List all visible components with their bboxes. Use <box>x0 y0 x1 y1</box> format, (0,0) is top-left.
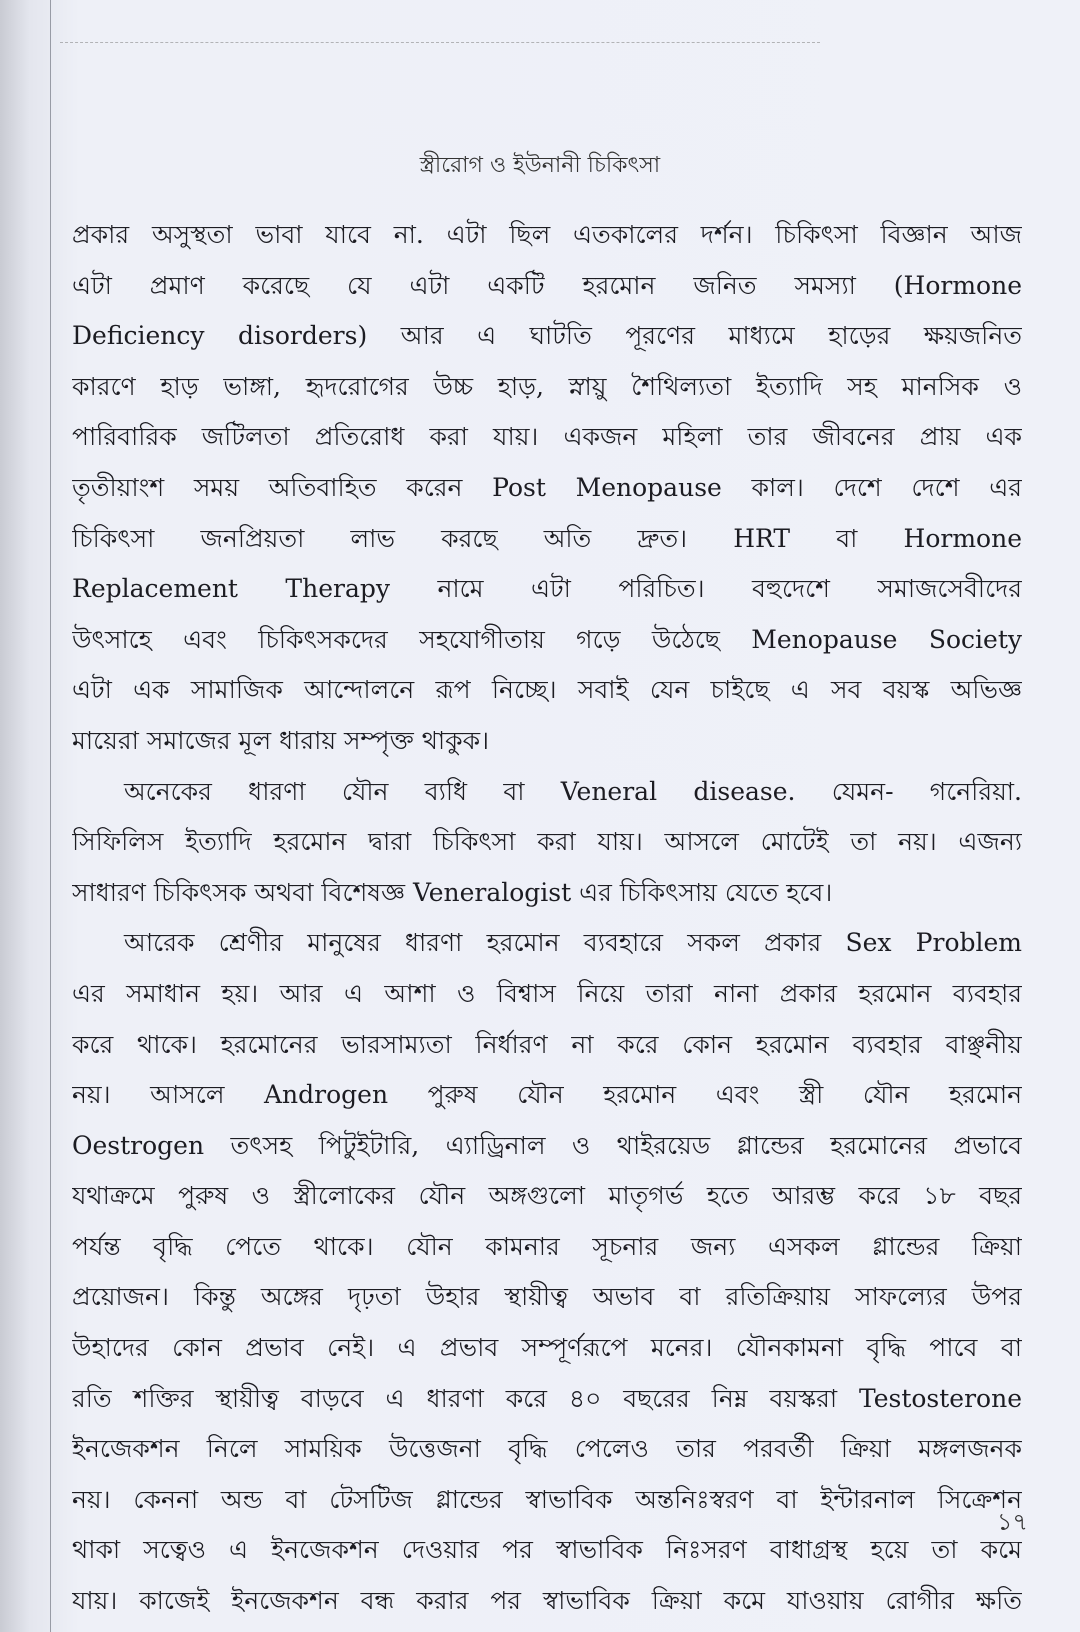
text-line: উহাদের কোন প্রভাব নেই। এ প্রভাব সম্পূর্ণরূপে মনের। যৌনকামনা বৃদ্ধি পাবে বা <box>72 1333 1022 1363</box>
text-line: প্রয়োজন। কিন্তু অঙ্গের দৃঢ়তা উহার স্থায়ীত্ব অভাব বা রতিক্রিয়ায় সাফল্যের উপর <box>72 1282 1022 1312</box>
text-line: Replacement Therapy নামে এটা পরিচিত। বহুদেশে সমাজসেবীদের <box>72 574 1022 604</box>
text-line: প্রকার অসুস্থতা ভাবা যাবে না. এটা ছিল এতকালের দর্শন। চিকিৎসা বিজ্ঞান আজ <box>72 220 1022 249</box>
text-line: এর সমাধান হয়। আর এ আশা ও বিশ্বাস নিয়ে তারা নানা প্রকার হরমোন ব্যবহার <box>72 978 1022 1008</box>
text-line: নয়। কেননা অন্ড বা টেসটিজ গ্লান্ডের স্বাভাবিক অন্তনিঃস্বরণ বা ইন্টারনাল সিক্রেশন <box>72 1484 1022 1514</box>
text-line: ইনজেকশন নিলে সাময়িক উত্তেজনা বৃদ্ধি পেলেও তার পরবর্তী ক্রিয়া মঙ্গলজনক <box>72 1434 1022 1464</box>
text-line: উৎসাহে এবং চিকিৎসকদের সহযোগীতায় গড়ে উঠেছে Menopause Society <box>72 624 1022 654</box>
text-line: পর্যন্ত বৃদ্ধি পেতে থাকে। যৌন কামনার সূচনার জন্য এসকল গ্লান্ডের ক্রিয়া <box>72 1231 1022 1261</box>
text-line: Deficiency disorders) আর এ ঘাটতি পূরণের মাধ্যমে হাড়ের ক্ষয়জনিত <box>72 321 1022 351</box>
text-line: থাকা সত্বেও এ ইনজেকশন দেওয়ার পর স্বাভাবিক নিঃসরণ বাধাগ্রস্থ হয়ে তা কমে <box>72 1535 1022 1565</box>
page-number: ১৭ <box>996 1508 1028 1536</box>
text-line: যায়। কাজেই ইনজেকশন বন্ধ করার পর স্বাভাবিক ক্রিয়া কমে যাওয়ায় রোগীর ক্ষতি <box>72 1586 1022 1616</box>
text-line: এটা প্রমাণ করেছে যে এটা একটি হরমোন জনিত সমস্যা (Hormone <box>72 270 1022 300</box>
page-top-edge <box>60 42 820 44</box>
body-text <box>72 210 1022 1627</box>
text-line: পারিবারিক জটিলতা প্রতিরোধ করা যায়। একজন মহিলা তার জীবনের প্রায় এক <box>72 422 1022 452</box>
text-line: রতি শক্তির স্থায়ীত্ব বাড়বে এ ধারণা করে ৪০ বছরের নিম্ন বয়স্করা Testosterone <box>72 1383 1022 1413</box>
text-line: Oestrogen তৎসহ পিটুইটারি, এ্যাড্রিনাল ও থাইরয়েড গ্লান্ডের হরমোনের প্রভাবে <box>72 1130 1022 1160</box>
text-line: তৃতীয়াংশ সময় অতিবাহিত করেন Post Menopause কাল। দেশে দেশে এর <box>72 472 1022 502</box>
text-line: এটা এক সামাজিক আন্দোলনে রূপ নিচ্ছে। সবাই যেন চাইছে এ সব বয়স্ক অভিজ্ঞ <box>72 675 1022 705</box>
text-line: কারণে হাড় ভাঙ্গা, হৃদরোগের উচ্চ হাড়, স্নায়ু শৈথিল্যতা ইত্যাদি সহ মানসিক ও <box>72 371 1022 401</box>
text-line: সাধারণ চিকিৎসক অথবা বিশেষজ্ঞ Veneralogist এর চিকিৎসায় যেতে হবে। <box>72 877 833 907</box>
text-line: যথাক্রমে পুরুষ ও স্ত্রীলোকের যৌন অঙ্গগুলো মাতৃগর্ভ হতে আরম্ভ করে ১৮ বছর <box>72 1181 1022 1211</box>
text-line: নয়। আসলে Androgen পুরুষ যৌন হরমোন এবং স্ত্রী যৌন হরমোন <box>72 1080 1022 1110</box>
text-line: মায়েরা সমাজের মূল ধারায় সম্পৃক্ত থাকুক। <box>72 725 490 755</box>
text-line: চিকিৎসা জনপ্রিয়তা লাভ করছে অতি দ্রুত। HRT বা Hormone <box>72 523 1022 553</box>
text-line: আরেক শ্রেণীর মানুষের ধারণা হরমোন ব্যবহারে সকল প্রকার Sex Problem <box>124 928 1022 958</box>
text-line: সিফিলিস ইত্যাদি হরমোন দ্বারা চিকিৎসা করা যায়। আসলে মোটেই তা নয়। এজন্য <box>72 827 1022 857</box>
binding-edge-line <box>50 0 51 1632</box>
running-header: স্ত্রীরোগ ও ইউনানী চিকিৎসা <box>419 153 661 178</box>
text-line: অনেকের ধারণা যৌন ব্যধি বা Veneral disease. যেমন- গনেরিয়া. <box>124 776 1022 806</box>
text-line: করে থাকে। হরমোনের ভারসাম্যতা নির্ধারণ না করে কোন হরমোন ব্যবহার বাঞ্ছনীয় <box>72 1029 1022 1059</box>
